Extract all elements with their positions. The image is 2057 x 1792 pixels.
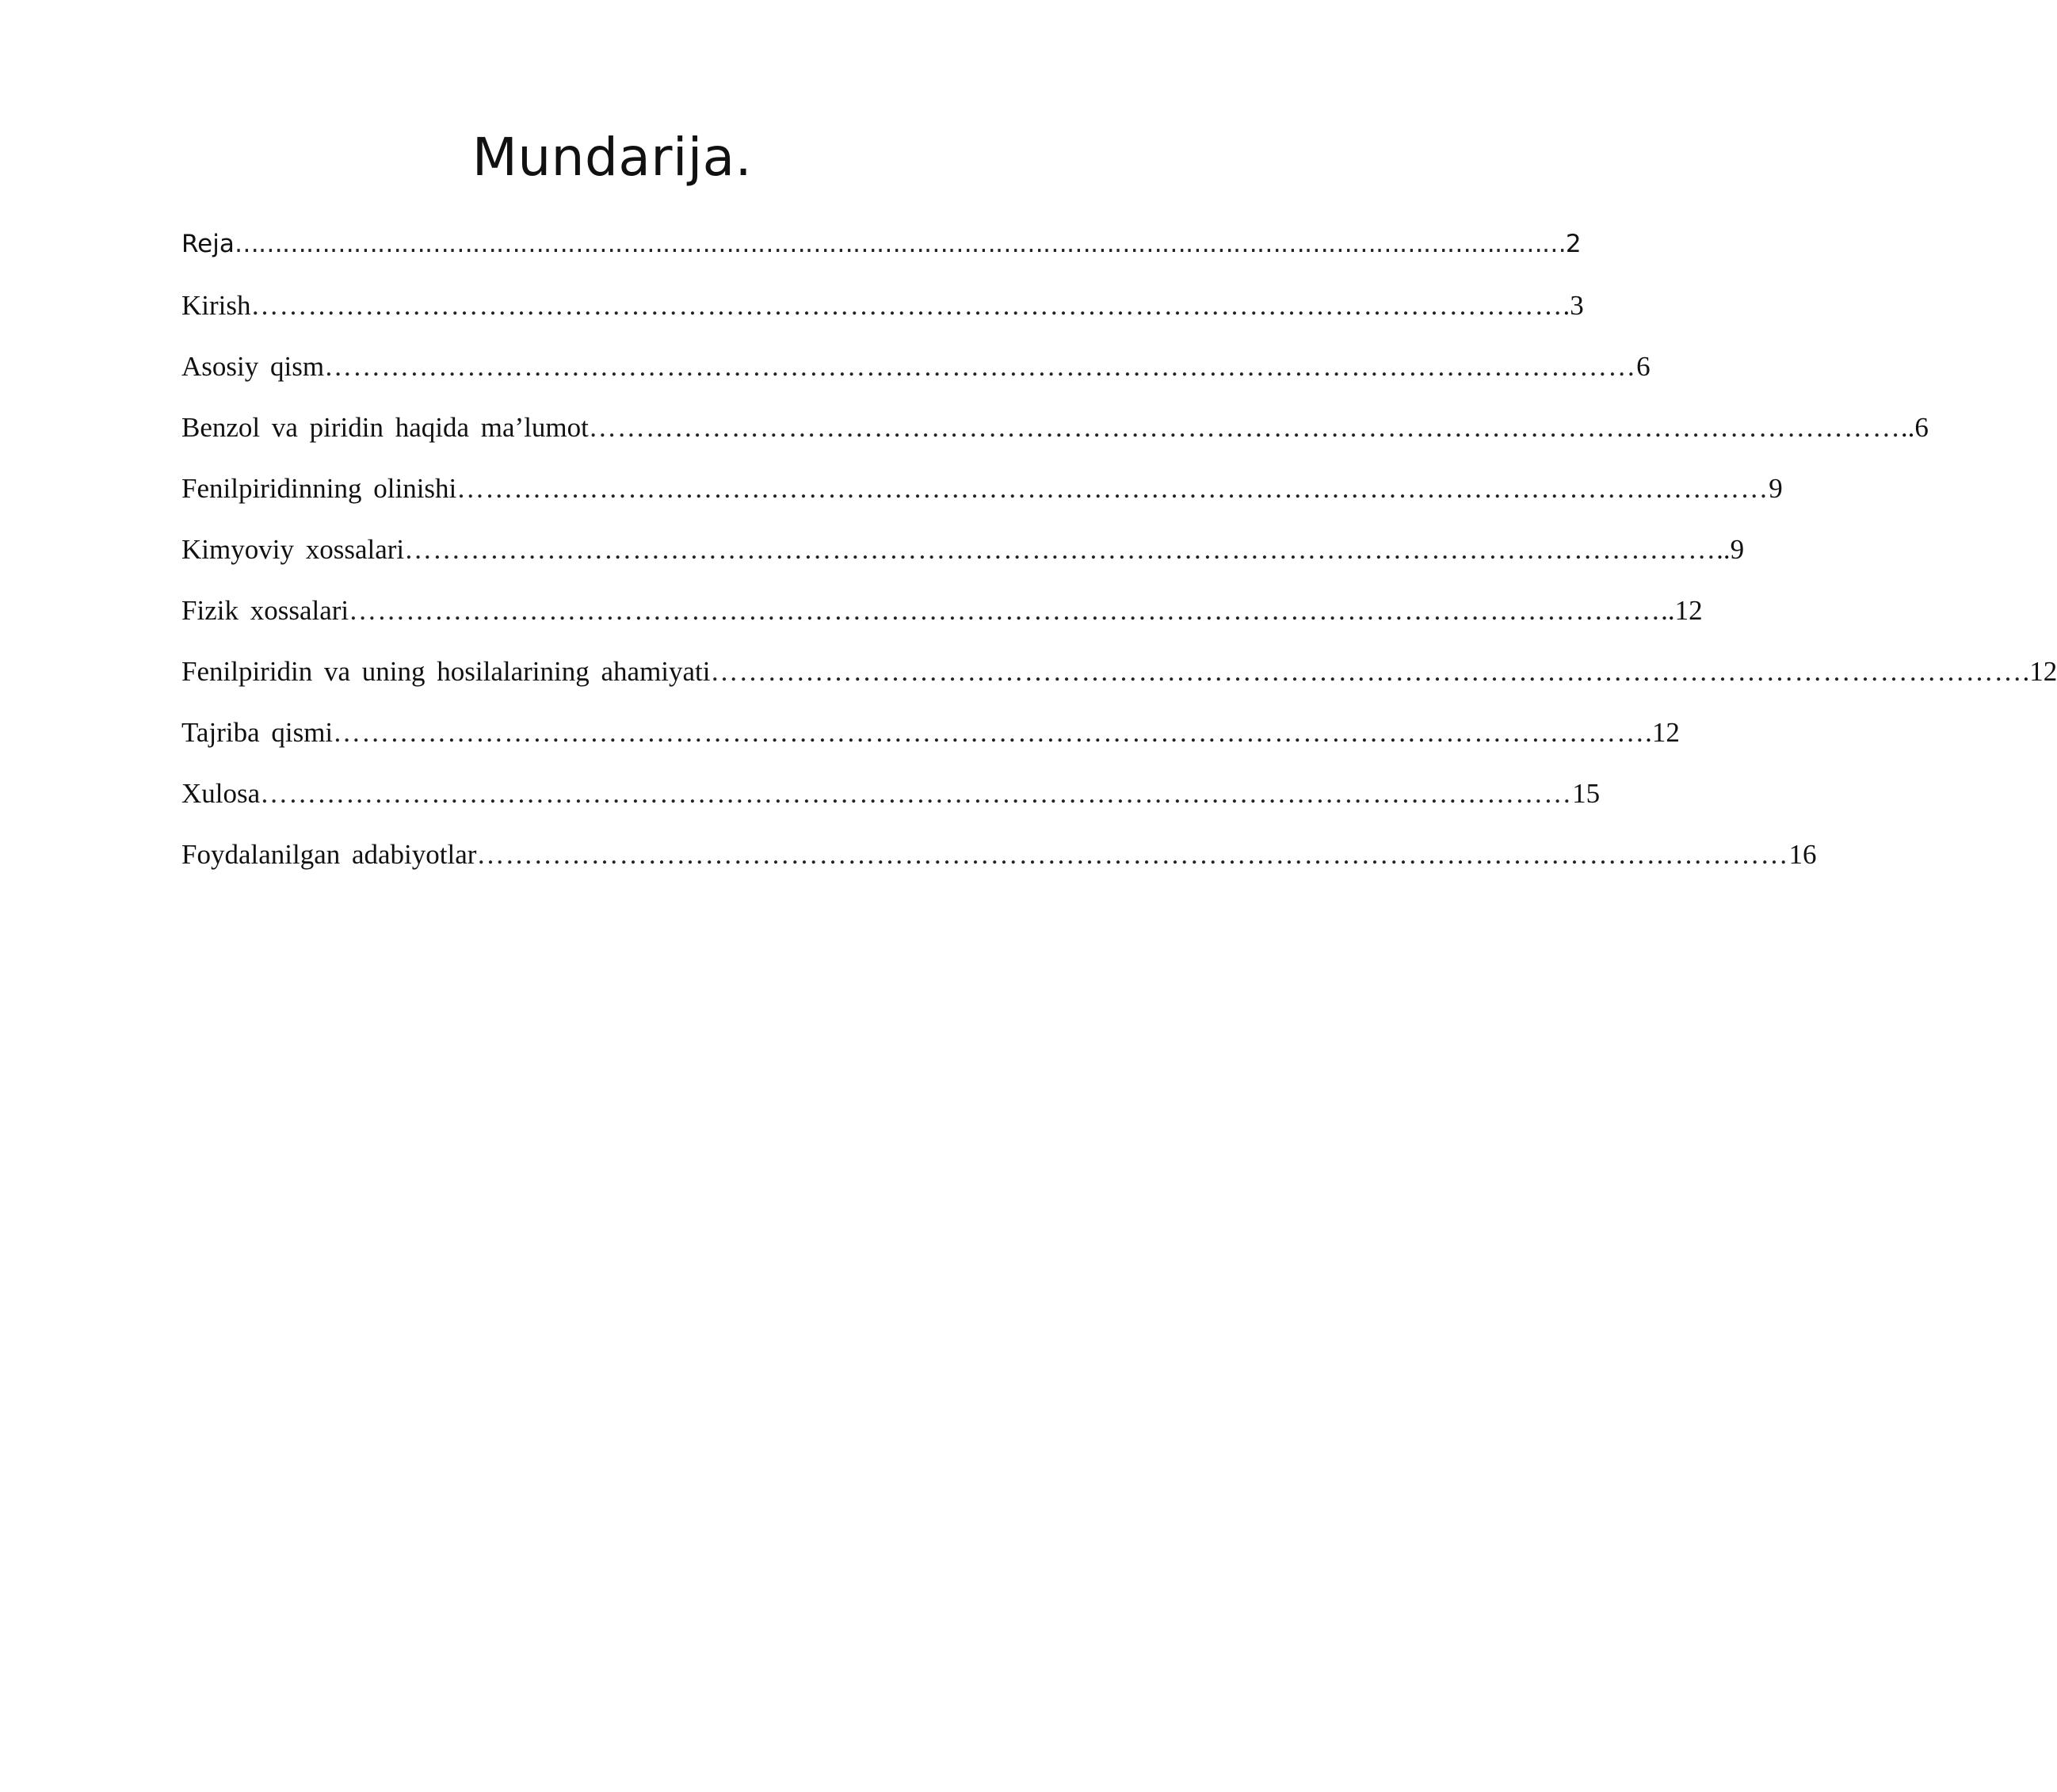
dot-leader: ………………………………………………………………………………………………………………………… <box>349 595 1662 626</box>
toc-entry-benzol <box>181 412 1929 444</box>
dot-leader: ………………………………………………………………………………………………………………………… <box>404 534 1717 565</box>
toc-entry-kimyoviy <box>181 534 1745 566</box>
toc-entry-label: Kirish <box>181 290 251 321</box>
toc-entry-label: Tajriba qismi <box>181 717 334 748</box>
toc-entry-page: 16 <box>1788 839 1817 870</box>
toc-entry-olinishi <box>181 473 1783 505</box>
toc-entry-page: ..9 <box>1716 534 1745 565</box>
dot-leader: ………………………………………………………………………………………………………………………… <box>260 778 1573 809</box>
toc-entry-page: .12 <box>1645 717 1680 748</box>
toc-entry-page: ..6 <box>1900 412 1929 443</box>
dot-leader: ………………………………………………………………………………………………………………………… <box>476 839 1789 870</box>
toc-entry-label: Fenilpiridinning olinishi <box>181 473 457 504</box>
toc-entry-fizik <box>181 595 1703 627</box>
dot-leader: ………………………………………………………………………………………………………………………… <box>333 717 1646 748</box>
toc-entry-adabiyotlar <box>181 839 1817 871</box>
toc-entry-ahamiyati <box>181 656 2057 688</box>
dot-leader: ………………………………………………………………………………………………………………………… <box>250 290 1563 321</box>
toc-entry-page: ..12 <box>1661 595 1703 626</box>
toc-entry-label: Kimyoviy xossalari <box>181 534 405 565</box>
dot-leader: …………………………………………………………………………………………………………………………………………………… <box>234 230 1566 258</box>
toc-entry-reja <box>181 230 1582 258</box>
toc-entry-page: 2 <box>1565 230 1582 258</box>
toc-entry-page: .3 <box>1563 290 1584 321</box>
toc-entry-page: 9 <box>1769 473 1783 504</box>
dot-leader: ………………………………………………………………………………………………………………………… <box>456 473 1769 504</box>
dot-leader: ………………………………………………………………………………………………………………………… <box>324 351 1637 382</box>
toc-entry-label: Foydalanilgan adabiyotlar <box>181 839 477 870</box>
toc-entry-label: Reja <box>181 230 235 258</box>
toc-entry-label: Xulosa <box>181 778 261 809</box>
dot-leader: ………………………………………………………………………………………………………………………… <box>588 412 1901 443</box>
page-title: Mundarija. <box>471 127 753 188</box>
toc-entry-page: 6 <box>1636 351 1651 382</box>
toc-entry-xulosa <box>181 778 1601 810</box>
toc-entry-page: 15 <box>1572 778 1601 809</box>
toc-entry-asosiy-qism <box>181 351 1651 383</box>
dot-leader: ………………………………………………………………………………………………………………………… <box>710 656 2023 687</box>
toc-entry-page: .12 <box>2022 656 2057 687</box>
toc-entry-kirish <box>181 290 1584 322</box>
toc-entry-label: Benzol va piridin haqida ma’lumot <box>181 412 589 443</box>
toc-entry-label: Asosiy qism <box>181 351 325 382</box>
toc-entry-tajriba <box>181 717 1680 749</box>
toc-entry-label: Fenilpiridin va uning hosilalarining ahamiyati <box>181 656 711 687</box>
toc-entry-label: Fizik xossalari <box>181 595 349 626</box>
